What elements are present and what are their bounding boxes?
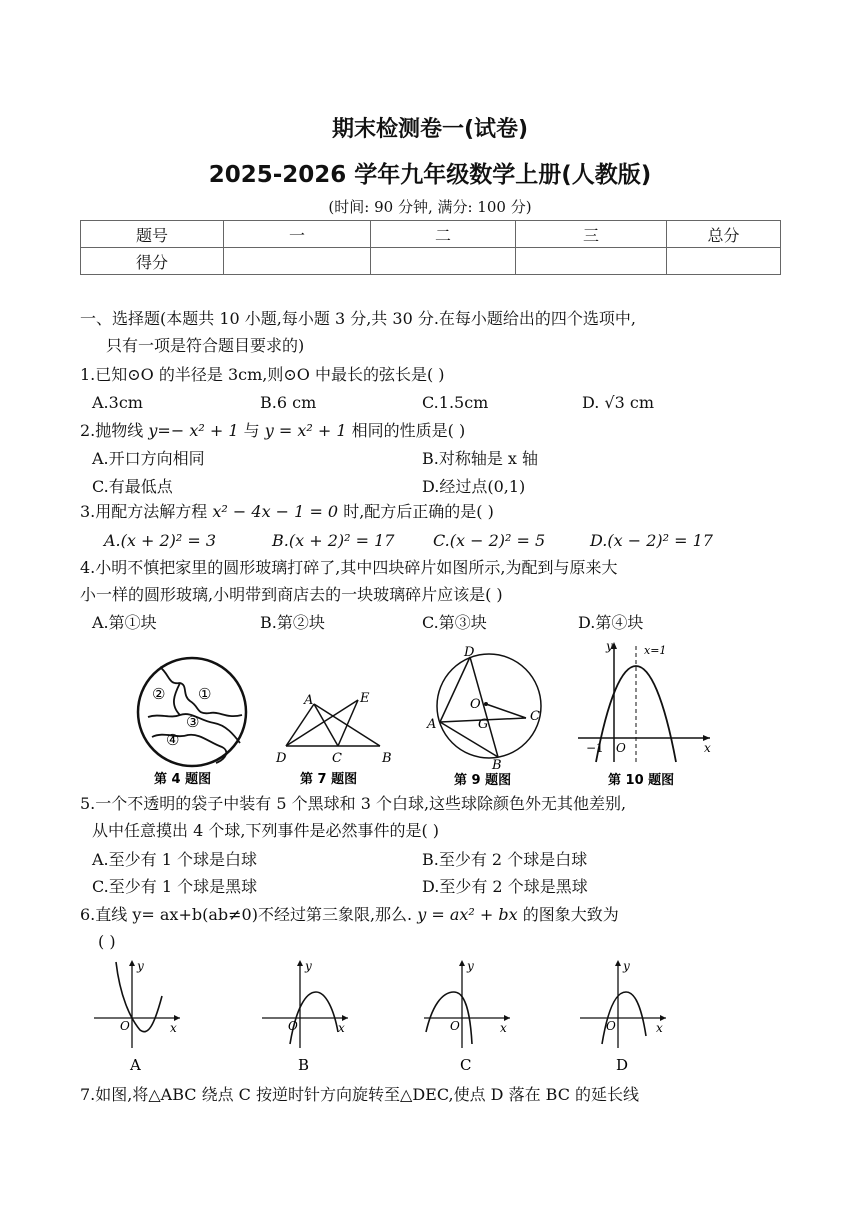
figure-10-caption: 第 10 题图 xyxy=(608,773,675,788)
q3-option-a: A.(x + 2)² = 3 xyxy=(104,531,217,550)
score-input-cell[interactable] xyxy=(516,248,667,275)
question-2-stem xyxy=(80,420,465,442)
question-6-stem xyxy=(80,904,619,926)
section-heading: 一、选择题(本题共 10 小题,每小题 3 分,共 30 分.在每小题给出的四个选项中, xyxy=(80,309,637,328)
question-4-line-2: 小一样的圆形玻璃,小明带到商店去的一块玻璃碎片应该是( ) xyxy=(80,585,503,604)
question-3-stem xyxy=(80,501,494,523)
q5-option-b: B.至少有 2 个球是白球 xyxy=(422,850,588,869)
fig7-label: E xyxy=(360,691,370,706)
score-input-cell[interactable] xyxy=(371,248,516,275)
axis-label: y xyxy=(467,959,474,973)
q2-stem-c: 相同的性质是( ) xyxy=(351,421,466,440)
q2-stem-b: 与 xyxy=(243,421,260,440)
fig4-label: ① xyxy=(198,685,212,703)
question-5-line-2: 从中任意摸出 4 个球,下列事件是必然事件的是( ) xyxy=(92,821,440,840)
graph-option-label: C xyxy=(460,1056,472,1074)
axis-label: O xyxy=(450,1019,460,1033)
graph-option-label: B xyxy=(298,1056,310,1074)
table-cell: 题号 xyxy=(81,221,224,248)
q6-graph-d xyxy=(576,956,676,1076)
figure-10-parabola xyxy=(570,638,720,790)
fig9-label: C xyxy=(530,709,540,724)
axis-label: x xyxy=(656,1021,663,1035)
question-6-answer-blank: ( ) xyxy=(98,932,116,951)
score-table-header-row xyxy=(81,221,781,248)
axis-label: x xyxy=(170,1021,177,1035)
q1-option-c: C.1.5cm xyxy=(422,393,489,412)
figure-4-broken-glass xyxy=(130,655,260,790)
fig4-label: ③ xyxy=(186,713,200,731)
q3-option-d: D.(x − 2)² = 17 xyxy=(590,531,713,550)
q2-option-d: D.经过点(0,1) xyxy=(422,477,526,496)
figure-9-caption: 第 9 题图 xyxy=(454,773,512,788)
score-input-cell[interactable] xyxy=(667,248,781,275)
question-4-line-1: 4.小明不慎把家里的圆形玻璃打碎了,其中四块碎片如图所示,为配到与原来大 xyxy=(80,558,618,577)
fig10-label: y xyxy=(606,639,613,653)
q6-stem-a: 6.直线 y= ax+b(ab≠0)不经过第三象限,那么. xyxy=(80,905,413,924)
axis-label: x xyxy=(500,1021,507,1035)
fig7-label: D xyxy=(276,751,287,766)
score-table xyxy=(80,220,781,275)
q1-option-a: A.3cm xyxy=(92,393,143,412)
q5-option-d: D.至少有 2 个球是黑球 xyxy=(422,877,588,896)
question-5-line-1: 5.一个不透明的袋子中装有 5 个黑球和 3 个白球,这些球除颜色外无其他差别, xyxy=(80,794,627,813)
axis-label: O xyxy=(120,1019,130,1033)
fig7-label: B xyxy=(382,751,392,766)
figure-7-caption: 第 7 题图 xyxy=(300,772,358,787)
table-cell: 一 xyxy=(224,221,371,248)
q3-expr: x² − 4x − 1 = 0 xyxy=(212,502,339,521)
q4-option-c: C.第③块 xyxy=(422,613,487,632)
q1-option-d: D. √3 cm xyxy=(582,393,655,412)
q1-option-b: B.6 cm xyxy=(260,393,317,412)
graph-option-label: A xyxy=(130,1056,141,1074)
q2-expr-1: y=− x² + 1 xyxy=(148,421,239,440)
q4-option-d: D.第④块 xyxy=(578,613,644,632)
fig9-label: D xyxy=(464,645,475,660)
fig4-label: ② xyxy=(152,685,166,703)
figure-9-circle xyxy=(424,642,554,790)
exam-title: 期末检测卷一(试卷) xyxy=(331,117,529,142)
q5-option-c: C.至少有 1 个球是黑球 xyxy=(92,877,258,896)
score-input-cell[interactable] xyxy=(224,248,371,275)
fig10-label: −1 xyxy=(586,741,604,755)
table-cell: 三 xyxy=(516,221,667,248)
q6-graph-a xyxy=(90,956,190,1076)
fig9-label: G xyxy=(478,717,489,732)
table-cell: 二 xyxy=(371,221,516,248)
fig10-label: O xyxy=(616,741,626,755)
fig7-label: C xyxy=(332,751,342,766)
axis-label: O xyxy=(288,1019,298,1033)
q6-graph-b xyxy=(258,956,358,1076)
section-heading-cont: 只有一项是符合题目要求的) xyxy=(106,336,305,355)
q6-stem-b: 的图象大致为 xyxy=(522,905,619,924)
fig9-label: B xyxy=(492,758,502,773)
q4-option-a: A.第①块 xyxy=(92,613,157,632)
exam-subtitle: 2025-2026 学年九年级数学上册(人教版) xyxy=(208,162,652,188)
graph-option-label: D xyxy=(616,1056,629,1074)
fig10-label: x xyxy=(704,741,711,755)
score-table-score-row xyxy=(81,248,781,275)
axis-label: y xyxy=(137,959,144,973)
q3-option-c: C.(x − 2)² = 5 xyxy=(433,531,546,550)
fig7-label: A xyxy=(304,693,314,708)
fig4-label: ④ xyxy=(166,731,180,749)
table-cell: 得分 xyxy=(81,248,224,275)
fig9-label: A xyxy=(427,717,437,732)
q2-option-c: C.有最低点 xyxy=(92,477,173,496)
q2-option-a: A.开口方向相同 xyxy=(92,449,205,468)
fig9-label: O xyxy=(470,697,481,712)
figure-4-caption: 第 4 题图 xyxy=(154,772,212,787)
q2-stem-a: 2.抛物线 xyxy=(80,421,144,440)
axis-label: y xyxy=(623,959,630,973)
q2-option-b: B.对称轴是 x 轴 xyxy=(422,449,539,468)
q2-expr-2: y = x² + 1 xyxy=(264,421,347,440)
q3-option-b: B.(x + 2)² = 17 xyxy=(272,531,395,550)
q6-expr: y = ax² + bx xyxy=(417,905,518,924)
q6-graph-c xyxy=(420,956,520,1076)
figure-7-triangles xyxy=(272,688,402,790)
question-7-line-1: 7.如图,将△ABC 绕点 C 按逆时针方向旋转至△DEC,使点 D 落在 BC 的延长线 xyxy=(80,1085,640,1104)
time-info: (时间: 90 分钟, 满分: 100 分) xyxy=(328,198,532,216)
axis-label: O xyxy=(606,1019,616,1033)
table-cell: 总分 xyxy=(667,221,781,248)
question-1-stem: 1.已知⊙O 的半径是 3cm,则⊙O 中最长的弦长是( ) xyxy=(80,365,445,384)
q4-option-b: B.第②块 xyxy=(260,613,325,632)
q3-stem-b: 时,配方后正确的是( ) xyxy=(343,502,494,521)
axis-label: x xyxy=(338,1021,345,1035)
axis-label: y xyxy=(305,959,312,973)
fig10-label: x=1 xyxy=(644,644,667,657)
q3-stem-a: 3.用配方法解方程 xyxy=(80,502,208,521)
q5-option-a: A.至少有 1 个球是白球 xyxy=(92,850,257,869)
